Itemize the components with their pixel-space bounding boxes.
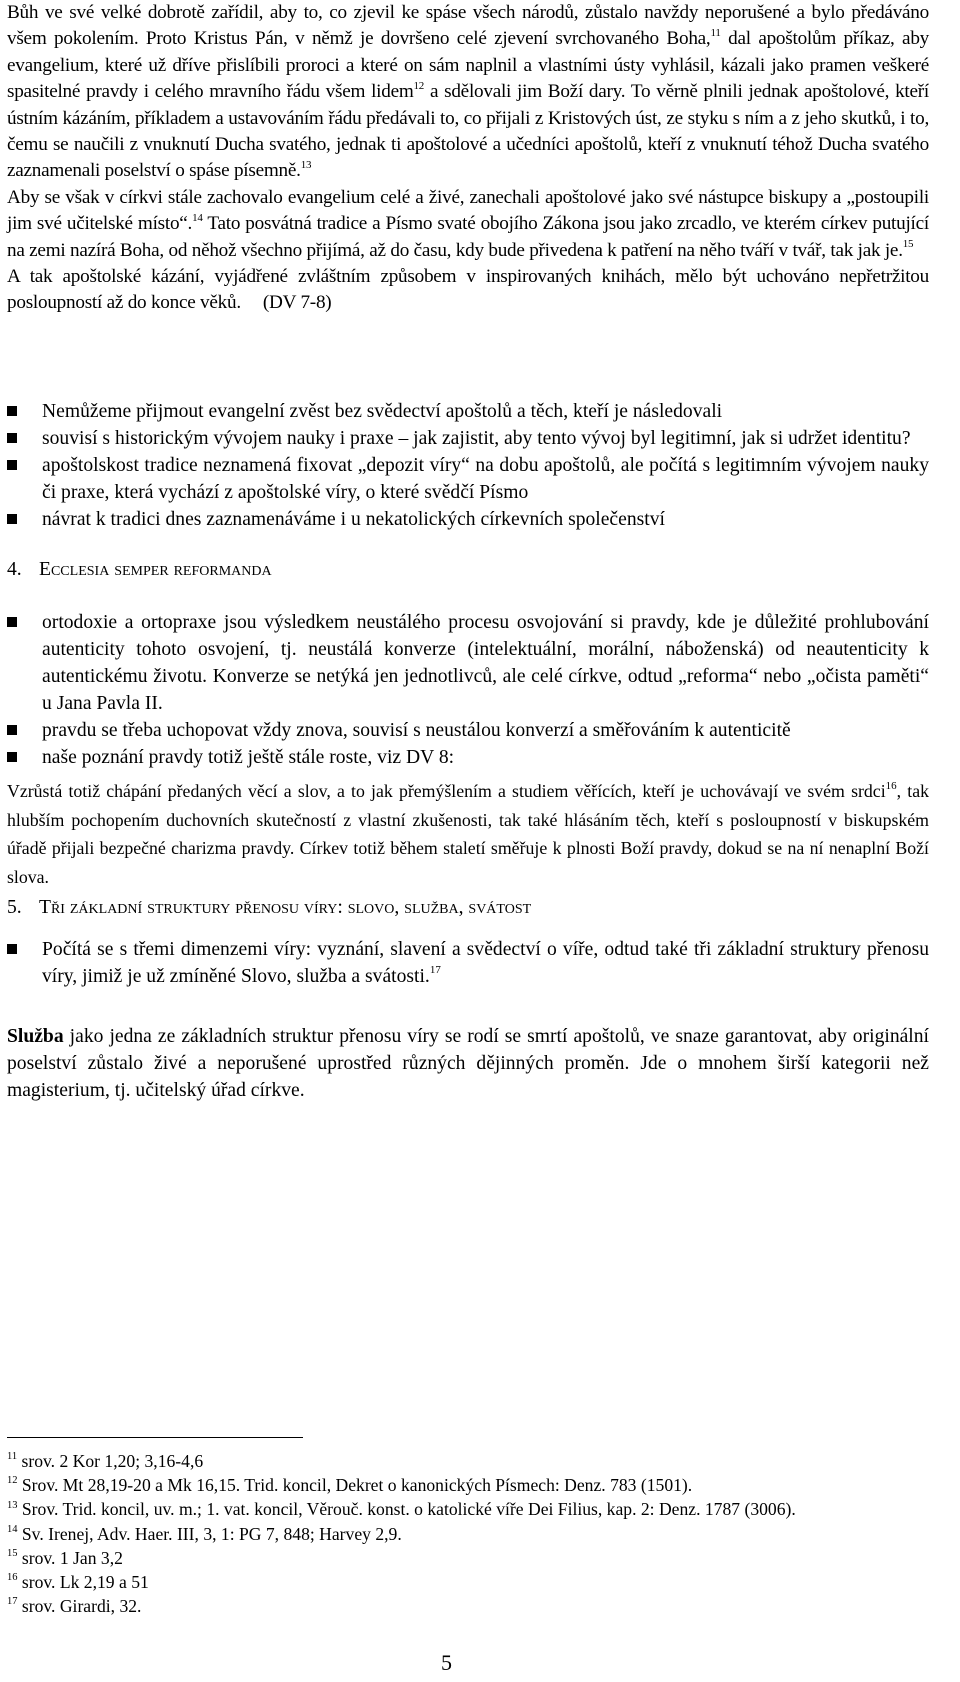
square-bullet-icon <box>7 460 17 470</box>
bullet-list-reformanda <box>7 609 929 771</box>
footnotes <box>7 1449 929 1618</box>
list-item: návrat k tradici dnes zaznamenáváme i u nekatolických církevních společenství <box>7 506 929 533</box>
footnote-17: $^{17}$ srov. Girardi, 32. <box>7 1596 142 1617</box>
footnote-ref-14[interactable]: 14 <box>192 211 203 224</box>
square-bullet-icon <box>7 725 17 735</box>
footnote-ref-12[interactable]: 12 <box>413 79 425 92</box>
section-heading-4 <box>7 556 272 583</box>
square-bullet-icon <box>7 514 17 524</box>
list-item: naše poznání pravdy totiž ještě stále roste, viz DV 8: <box>7 744 929 771</box>
footnote-14: $^{14}$ Sv. Irenej, Adv. Haer. III, 3, 1: PG 7, 848; Harvey 2,9. <box>7 1523 402 1544</box>
section-heading-5 <box>7 894 531 921</box>
footnote-12: $^{12}$ Srov. Mt 28,19-20 a Mk 16,15. Trid. koncil, Dekret o kanonických Písmech: Denz. 783 (1501). <box>7 1475 693 1496</box>
page-number: 5 <box>441 1650 452 1675</box>
quote-text: Aby se však v církvi stále zachovalo evangelium celé a živé, zanechali apoštolové jako své nástupce biskupy a „postoupili jim své učitelské místo“. <box>7 186 929 235</box>
quote-text: Tato posvátná tradice a Písmo svaté obojího Zákona jsou jako zrcadlo, ve kterém církev putující na zemi nazírá Boha, od něhož všechno přijímá, až do času, kdy bude přivedena k patření na něho tváří v tvář, tak jak je. <box>7 213 929 261</box>
footnote-ref-17[interactable]: 17 <box>429 964 441 977</box>
square-bullet-icon <box>7 752 17 762</box>
section-title: Tři základní struktury přenosu víry: slovo, služba, svátost <box>39 897 532 918</box>
quote-text: a sdělovali jim Boží dary. To věrně plnili jednak apoštolové, kteří ústním kázáním, příkladem a ustavováním řádu předávali to, co přijali z Kristových úst, ze styku s ním a z jeho skutků, i to, čemu se naučili z vnuknutí Ducha svatého, jednak ti apoštolové a učedníci apoštolů, kteří z vnuknutí téhož Ducha svatého zaznamenali poselství o spáse písemně. <box>7 81 929 182</box>
list-item: pravdu se třeba uchopovat vždy znova, souvisí s neustálou konverzí a směřováním k autenticitě <box>7 717 929 744</box>
section-number: 4. <box>7 559 22 580</box>
dv8-quote: Vzrůstá totiž chápání předaných věcí a slov, a to jak přemýšlením a studiem věřících, kteří je uchovávají ve svém srdci$^{16}$, tak hlubším pochopením duchovních skutečností z vlastní zkušenosti, tak také hlásáním těch, kteří s posloupností v biskupském úřadě přijali bezpečné charizma pravdy. Církev totiž během staletí směřuje k plnosti Boží pravdy, dokud se na ní nenaplní Boží slova. <box>7 780 929 887</box>
quote-text: A tak apoštolské kázání, vyjádřené zvláštním způsobem v inspirovaných knihách, mělo být uchováno nepřetržitou posloupností až do konce věků. <box>7 266 929 314</box>
footnote-ref-11[interactable]: 11 <box>710 27 721 40</box>
section-number: 5. <box>7 897 22 918</box>
footnote-15: $^{15}$ srov. 1 Jan 3,2 <box>7 1547 123 1568</box>
footnote-ref-16[interactable]: 16 <box>885 780 897 793</box>
list-item: Nemůžeme přijmout evangelní zvěst bez svědectví apoštolů a těch, kteří je následovali <box>7 398 929 425</box>
bullet-list-structures <box>7 936 929 990</box>
square-bullet-icon <box>7 617 17 627</box>
list-item: ortodoxie a ortopraxe jsou výsledkem neustálého procesu osvojování si pravdy, kde je důležité prohlubování autenticity tohoto osvojení, tj. neustálá konverze (intelektuální, morální, náboženská) od neautenticity k autentickému životu. Konverze se netýká jen jednotlivců, ale celé církve, odtud „reforma“ nebo „očista paměti“ u Jana Pavla II. <box>7 609 929 717</box>
service-paragraph: Služba jako jedna ze základních struktur přenosu víry se rodí se smrtí apoštolů, ve snaze garantovat, aby originální poselství zůstalo živé a neporušené uprostřed různých dějinných proměn. Jde o mnohem širší kategorii než magisterium, tj. učitelský úřad církve. <box>7 1026 929 1101</box>
bullet-list-tradition <box>7 398 929 533</box>
footnote-13: $^{13}$ Srov. Trid. koncil, uv. m.; 1. vat. koncil, Věrouč. konst. o katolické víře Dei Filius, kap. 2: Denz. 1787 (3006). <box>7 1499 796 1520</box>
square-bullet-icon <box>7 944 17 954</box>
footnote-16: $^{16}$ srov. Lk 2,19 a 51 <box>7 1572 149 1593</box>
list-item: Počítá se s třemi dimenzemi víry: vyznání, slavení a svědectví o víře, odtud také tři základní struktury přenosu víry, jimiž je už zmíněné Slovo, služba a svátosti.$^{17}$ <box>7 936 929 990</box>
list-item: apoštolskost tradice neznamená fixovat „depozit víry“ na dobu apoštolů, ale počítá s legitimním vývojem nauky či praxe, která vychází z apoštolské víry, o které svědčí Písmo <box>7 452 929 506</box>
quote-text: dal apoštolům příkaz, aby evangelium, které už dříve přislíbili proroci a které on sám naplnil a vlastními ústy vyhlásil, kázali jako pramen veškeré spasitelné pravdy i celého mravního řádu všem lidem <box>7 28 930 103</box>
dv-quote-paragraph <box>7 0 929 317</box>
footnote-11: $^{11}$ srov. 2 Kor 1,20; 3,16-4,6 <box>7 1451 204 1471</box>
square-bullet-icon <box>7 433 17 443</box>
section-title: Ecclesia semper reformanda <box>39 559 272 580</box>
square-bullet-icon <box>7 406 17 416</box>
footnote-ref-15[interactable]: 15 <box>902 238 914 251</box>
bold-term: Služba <box>7 1026 64 1047</box>
source-reference: (DV 7-8) <box>262 292 332 314</box>
list-item: souvisí s historickým vývojem nauky i praxe – jak zajistit, aby tento vývoj byl legitimní, jak si udržet identitu? <box>7 425 929 452</box>
quote-text: Bůh ve své velké dobrotě zařídil, aby to, co zjevil ke spáse všech národů, zůstalo navždy neporušené a bylo předáváno všem pokolením. Proto Kristus Pán, v němž je dovršeno celé zjevení svrchovaného Boha, <box>7 2 929 50</box>
footnote-ref-13[interactable]: 13 <box>300 159 312 172</box>
